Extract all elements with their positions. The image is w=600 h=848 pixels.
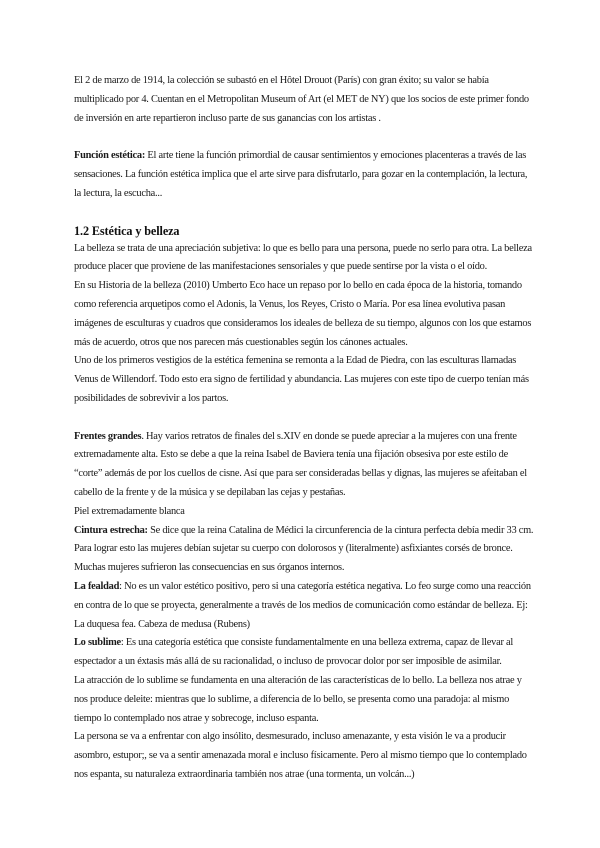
sublime-label: Lo sublime	[74, 637, 121, 649]
paragraph-vestigios: Uno de los primeros vestigios de la estética femenina se remonta a la Edad de Piedra, con las esculturas llamadas Venus de Willendorf. Todo esto era signo de fertilidad y abundancia. Las mujeres con este tipo de cuerpo tenían más posibilidades de sobrevivir a los partos.	[74, 355, 529, 404]
paragraph-funcion-estetica	[74, 147, 534, 203]
funcion-estetica-label: Función estética:	[74, 150, 146, 162]
funcion-estetica-text: El arte tiene la función primordial de causar sentimientos y emociones placenteras a través de las sensaciones. La función estética implica que el arte sirve para disfrutarlo, para gozar en la contemplación, la lectura, la lectura, la escucha...	[74, 150, 528, 199]
cintura-estrecha-label: Cintura estrecha:	[74, 524, 148, 536]
paragraph-belleza: La belleza se trata de una apreciación subjetiva: lo que es bello para una persona, puede no serlo para otra. La belleza produce placer que proviene de las manifestaciones sensoriales y que puede sentirse por la vista o el oído.	[74, 242, 532, 273]
section-heading: 1.2 Estética y belleza	[74, 223, 180, 238]
paragraph-eco: En su Historia de la belleza (2010) Umberto Eco hace un repaso por lo bello en cada época de la historia, tomando como referencia arquetipos como el Adonis, la Venus, los Reyes, Cristo o María. Por esa línea evolutiva pasan imágenes de esculturas y cuadros que consideramos los ideales de belleza de su tiempo, algunos con los que estamos más de acuerdo, otros que nos parecen más cuestionables según los cánones actuales.	[74, 280, 532, 348]
paragraph-cintura-estrecha	[74, 522, 534, 578]
paragraph-atraccion: La atracción de lo sublime se fundamenta en una alteración de las características de lo bello. La belleza nos atrae y nos produce deleite: mientras que lo sublime, a diferencia de lo bello, se presenta como una paradoja: al mismo tiempo lo contemplado nos atrae y sobrecoge, incluso espanta.	[74, 674, 522, 724]
paragraph-sublime	[74, 634, 534, 672]
fealdad-label: La fealdad	[74, 580, 120, 592]
cintura-estrecha-text: Se dice que la reina Catalina de Médici la circunferencia de la cintura perfecta debía medir 33 cm. Para lograr esto las mujeres debían sujetar su cuerpo con dolorosos y (literalmente) asfixiantes corsés de bronce. Muchas mujeres sufrieron las consecuencias en sus órganos internos.	[74, 524, 534, 574]
fealdad-text: : No es un valor estético positivo, pero si una categoría estética negativa. Lo feo surge como una reacción en contra de lo que se proyecta, generalmente a través de los medios de comunicación como estándar de belleza. Ej: La duquesa fea. Cabeza de medusa (Rubens)	[74, 580, 531, 630]
document-page	[74, 72, 534, 785]
paragraph-fealdad	[74, 578, 534, 634]
sublime-text: : Es una categoría estética que consiste fundamentalmente en una belleza extrema, capaz de llevar al espectador a un éxtasis más allá de su racionalidad, o incluso de provocar dolor por ser imposible de asimilar.	[74, 637, 514, 668]
paragraph-persona: La persona se va a enfrentar con algo insólito, desmesurado, incluso amenazante, y esta visión le va a producir asombro, estupor;, se va a sentir amenazada moral e incluso físicamente. Pero al mismo tiempo que lo contemplado nos espanta, su naturaleza extraordinaria también nos atrae (una tormenta, un volcán...)	[74, 731, 527, 780]
paragraph-piel: Piel extremadamente blanca	[74, 505, 185, 517]
paragraph-subasta: El 2 de marzo de 1914, la colección se subastó en el Hôtel Drouot (París) con gran éxito; su valor se había multiplicado por 4. Cuentan en el Metropolitan Museum of Art (el MET de NY) que los socios de este primer fondo de inversión en arte repartieron incluso parte de sus ganancias con los artistas .	[74, 75, 529, 124]
paragraph-frentes-grandes	[74, 428, 534, 503]
frentes-grandes-text: . Hay varios retratos de finales del s.XIV en donde se puede apreciar a la mujeres con una frente extremadamente alta. Esto se debe a que la reina Isabel de Baviera tenía una fijación obsesiva por este estilo de “corte” además de por los cuellos de cisne. Así que para ser consideradas bellas y dignas, las mujeres se afeitaban el cabello de la frente y de la música y se depilaban las cejas y pestañas.	[74, 430, 527, 498]
frentes-grandes-label: Frentes grandes	[74, 430, 142, 442]
